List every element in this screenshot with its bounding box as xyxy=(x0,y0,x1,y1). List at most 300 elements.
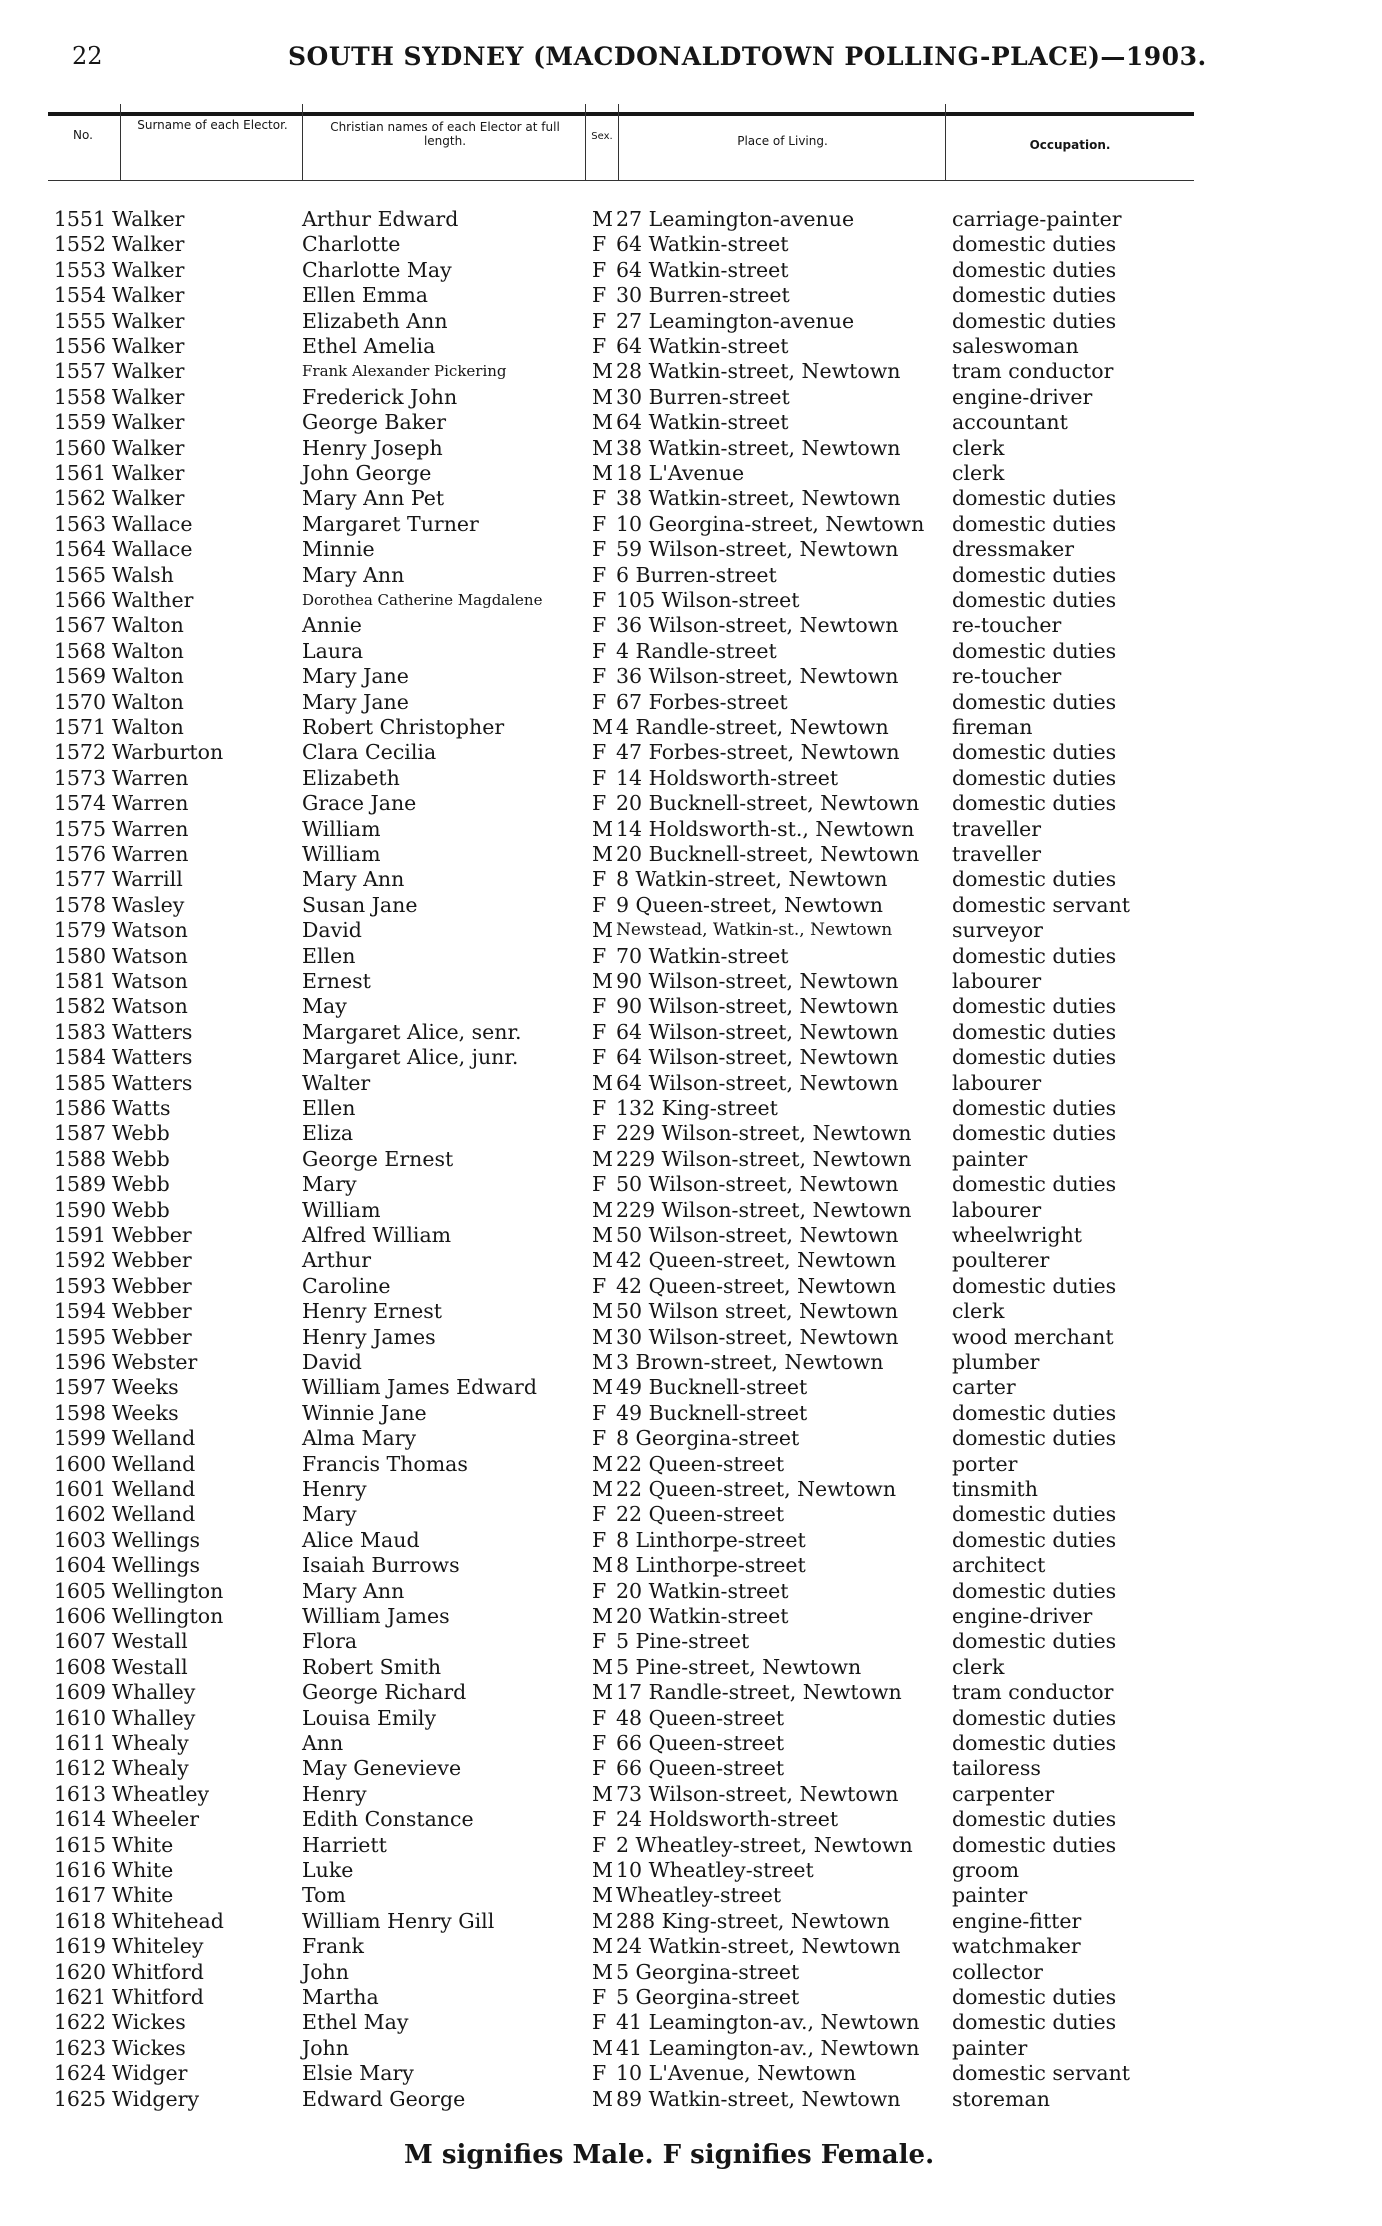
elector-place-of-living: 90 Wilson-street, Newtown xyxy=(616,994,899,1019)
elector-surname: Webb xyxy=(112,1121,170,1146)
elector-occupation: clerk xyxy=(952,435,1005,460)
table-row xyxy=(0,1680,1382,1705)
elector-christian-names: Mary xyxy=(302,1502,357,1527)
elector-sex: M xyxy=(592,384,613,409)
table-row xyxy=(0,1883,1382,1908)
elector-sex: F xyxy=(592,1502,607,1527)
elector-number: 1606 xyxy=(53,1604,106,1628)
table-row xyxy=(0,2061,1382,2086)
elector-number: 1586 xyxy=(53,1096,106,1120)
elector-christian-names: Annie xyxy=(302,613,362,638)
column-header-christian-names: Christian names of each Elector at full length. xyxy=(330,120,560,148)
elector-place-of-living: 10 Wheatley-street xyxy=(616,1858,814,1882)
elector-number: 1578 xyxy=(53,892,106,917)
elector-christian-names: Elsie Mary xyxy=(302,2061,414,2086)
elector-sex: F xyxy=(592,537,607,562)
elector-surname: Wallace xyxy=(112,537,193,562)
elector-christian-names: Francis Thomas xyxy=(302,1451,468,1476)
elector-sex: M xyxy=(592,1324,613,1349)
table-row xyxy=(0,334,1382,359)
elector-surname: Welland xyxy=(112,1426,196,1451)
elector-christian-names: Arthur Edward xyxy=(302,207,459,231)
elector-place-of-living: 64 Wilson-street, Newtown xyxy=(616,1045,899,1070)
elector-surname: Wallace xyxy=(112,511,193,536)
table-row xyxy=(0,639,1382,664)
column-divider xyxy=(120,104,121,180)
table-row xyxy=(0,1807,1382,1832)
elector-sex: F xyxy=(592,1832,607,1857)
table-row xyxy=(0,613,1382,638)
elector-surname: Webber xyxy=(112,1299,192,1324)
table-row xyxy=(0,842,1382,867)
elector-sex: F xyxy=(592,867,607,892)
elector-number: 1553 xyxy=(53,257,106,282)
table-row xyxy=(0,1604,1382,1629)
elector-surname: Welland xyxy=(112,1451,196,1476)
table-row xyxy=(0,563,1382,588)
table-row xyxy=(0,1350,1382,1375)
elector-number: 1590 xyxy=(53,1197,106,1222)
elector-christian-names: Mary xyxy=(302,1172,357,1197)
elector-place-of-living: 27 Leamington-avenue xyxy=(616,308,855,333)
elector-place-of-living: 20 Watkin-street xyxy=(616,1604,789,1628)
elector-occupation: labourer xyxy=(952,969,1042,993)
elector-place-of-living: 10 L'Avenue, Newtown xyxy=(616,2061,857,2086)
footer-legend: M signifies Male. F signifies Female. xyxy=(404,2140,935,2170)
elector-place-of-living: 5 Georgina-street xyxy=(616,1959,800,1984)
table-row xyxy=(0,1274,1382,1299)
elector-number: 1558 xyxy=(53,384,106,409)
elector-occupation: domestic duties xyxy=(952,232,1117,257)
table-row xyxy=(0,436,1382,461)
elector-christian-names: Frank Alexander Pickering xyxy=(302,362,507,381)
elector-christian-names: William xyxy=(302,816,381,841)
elector-place-of-living: Newstead, Watkin-st., Newtown xyxy=(616,920,893,941)
elector-occupation: plumber xyxy=(952,1350,1040,1374)
elector-sex: F xyxy=(592,588,607,612)
elector-occupation: domestic duties xyxy=(952,791,1117,816)
elector-christian-names: George Ernest xyxy=(302,1146,454,1171)
elector-surname: Whitford xyxy=(112,1985,204,2009)
table-row xyxy=(0,969,1382,994)
elector-place-of-living: 47 Forbes-street, Newtown xyxy=(616,740,900,765)
table-row xyxy=(0,1223,1382,1248)
elector-number: 1593 xyxy=(53,1273,106,1298)
elector-number: 1609 xyxy=(53,1680,106,1705)
elector-occupation: clerk xyxy=(952,461,1005,485)
table-row xyxy=(0,1452,1382,1477)
elector-sex: F xyxy=(592,1096,607,1120)
elector-place-of-living: 28 Watkin-street, Newtown xyxy=(616,359,901,384)
elector-occupation: domestic duties xyxy=(952,1578,1117,1603)
elector-sex: M xyxy=(592,842,613,866)
elector-sex: F xyxy=(592,511,607,536)
elector-christian-names: Eliza xyxy=(302,1121,354,1146)
elector-sex: M xyxy=(592,1908,613,1933)
elector-surname: Walker xyxy=(112,283,185,308)
table-row xyxy=(0,791,1382,816)
elector-surname: Walker xyxy=(112,207,185,231)
table-row xyxy=(0,740,1382,765)
elector-place-of-living: 64 Wilson-street, Newtown xyxy=(616,1070,899,1095)
elector-sex: F xyxy=(592,892,607,917)
elector-christian-names: Ellen xyxy=(302,1096,356,1120)
elector-occupation: engine-fitter xyxy=(952,1908,1082,1933)
elector-sex: M xyxy=(592,1553,613,1578)
elector-christian-names: Henry xyxy=(302,1781,367,1806)
elector-sex: M xyxy=(592,715,613,739)
elector-place-of-living: 36 Wilson-street, Newtown xyxy=(616,613,899,638)
elector-number: 1625 xyxy=(53,2086,106,2111)
elector-surname: Warren xyxy=(112,791,189,816)
elector-christian-names: Robert Christopher xyxy=(302,715,505,739)
elector-occupation: surveyor xyxy=(952,918,1043,943)
elector-sex: F xyxy=(592,943,607,968)
elector-place-of-living: 9 Queen-street, Newtown xyxy=(616,892,884,917)
elector-surname: Whalley xyxy=(112,1680,196,1705)
elector-place-of-living: 50 Wilson-street, Newtown xyxy=(616,1172,899,1197)
table-row xyxy=(0,1121,1382,1146)
elector-occupation: tram conductor xyxy=(952,359,1114,384)
column-header-sex: Sex. xyxy=(591,131,613,142)
elector-occupation: domestic servant xyxy=(952,892,1131,917)
elector-sex: M xyxy=(592,1299,613,1324)
table-row xyxy=(0,1833,1382,1858)
elector-surname: Walker xyxy=(112,359,185,384)
elector-christian-names: David xyxy=(302,1350,362,1374)
elector-number: 1574 xyxy=(53,791,106,816)
elector-occupation: dressmaker xyxy=(952,537,1075,562)
elector-occupation: domestic duties xyxy=(952,1426,1117,1451)
table-row xyxy=(0,1934,1382,1959)
elector-occupation: tailoress xyxy=(952,1756,1041,1781)
elector-surname: Watts xyxy=(112,1096,171,1120)
elector-christian-names: Mary Jane xyxy=(302,689,409,714)
elector-occupation: domestic duties xyxy=(952,1705,1117,1730)
elector-sex: F xyxy=(592,1019,607,1044)
elector-surname: Warren xyxy=(112,816,189,841)
elector-sex: F xyxy=(592,1527,607,1552)
elector-place-of-living: 5 Pine-street xyxy=(616,1629,750,1654)
elector-surname: Welland xyxy=(112,1477,196,1501)
elector-number: 1604 xyxy=(53,1553,106,1578)
elector-christian-names: William xyxy=(302,842,381,866)
elector-surname: Whitford xyxy=(112,1959,204,1984)
elector-surname: Walton xyxy=(112,613,184,638)
table-header-rule xyxy=(48,180,1194,181)
elector-sex: F xyxy=(592,1578,607,1603)
elector-number: 1615 xyxy=(53,1832,106,1857)
elector-place-of-living: 10 Georgina-street, Newtown xyxy=(616,511,925,536)
elector-sex: F xyxy=(592,1985,607,2009)
elector-number: 1623 xyxy=(53,2035,106,2060)
elector-occupation: domestic duties xyxy=(952,1629,1117,1654)
elector-sex: F xyxy=(592,1172,607,1197)
elector-occupation: domestic duties xyxy=(952,1019,1117,1044)
elector-christian-names: Robert Smith xyxy=(302,1654,442,1679)
elector-surname: Walker xyxy=(112,410,185,435)
elector-place-of-living: 2 Wheatley-street, Newtown xyxy=(616,1832,913,1857)
elector-christian-names: Mary Ann Pet xyxy=(302,486,445,511)
elector-sex: F xyxy=(592,613,607,638)
elector-place-of-living: 4 Randle-street xyxy=(616,638,777,663)
elector-christian-names: Winnie Jane xyxy=(302,1400,427,1425)
elector-occupation: domestic servant xyxy=(952,2061,1131,2086)
elector-christian-names: William xyxy=(302,1197,381,1222)
elector-occupation: domestic duties xyxy=(952,1985,1117,2009)
table-row xyxy=(0,2010,1382,2035)
elector-number: 1594 xyxy=(53,1299,106,1324)
elector-sex: M xyxy=(592,1375,613,1400)
elector-number: 1575 xyxy=(53,816,106,841)
elector-occupation: domestic duties xyxy=(952,867,1117,892)
elector-christian-names: Grace Jane xyxy=(302,791,417,816)
elector-christian-names: Henry Joseph xyxy=(302,435,443,460)
elector-place-of-living: 41 Leamington-av., Newtown xyxy=(616,2035,920,2060)
elector-sex: M xyxy=(592,1604,613,1628)
elector-sex: F xyxy=(592,664,607,689)
elector-number: 1608 xyxy=(53,1654,106,1679)
elector-place-of-living: 132 King-street xyxy=(616,1096,778,1120)
elector-number: 1566 xyxy=(53,588,106,612)
elector-place-of-living: 27 Leamington-avenue xyxy=(616,207,855,231)
elector-sex: F xyxy=(592,334,607,358)
elector-occupation: watchmaker xyxy=(952,1934,1081,1959)
elector-surname: Wickes xyxy=(112,2035,186,2060)
elector-surname: Walker xyxy=(112,435,185,460)
elector-place-of-living: 64 Watkin-street xyxy=(616,410,789,435)
table-row xyxy=(0,1045,1382,1070)
table-row xyxy=(0,1579,1382,1604)
elector-christian-names: John xyxy=(302,1959,349,1984)
elector-place-of-living: 30 Burren-street xyxy=(616,384,790,409)
elector-number: 1571 xyxy=(53,715,106,739)
elector-occupation: domestic duties xyxy=(952,943,1117,968)
elector-place-of-living: 24 Watkin-street, Newtown xyxy=(616,1934,901,1959)
table-row xyxy=(0,1401,1382,1426)
elector-place-of-living: 49 Bucknell-street xyxy=(616,1375,808,1400)
elector-christian-names: Edith Constance xyxy=(302,1807,474,1832)
elector-place-of-living: 48 Queen-street xyxy=(616,1705,785,1730)
elector-surname: Walker xyxy=(112,334,185,358)
elector-christian-names: Minnie xyxy=(302,537,375,562)
elector-surname: Welland xyxy=(112,1502,196,1527)
elector-surname: Watson xyxy=(112,969,188,993)
elector-number: 1619 xyxy=(53,1934,106,1959)
table-row xyxy=(0,1299,1382,1324)
elector-number: 1611 xyxy=(53,1731,106,1755)
elector-occupation: engine-driver xyxy=(952,1604,1093,1628)
elector-occupation: carpenter xyxy=(952,1781,1055,1806)
elector-sex: F xyxy=(592,1400,607,1425)
elector-christian-names: Laura xyxy=(302,638,364,663)
elector-surname: Watson xyxy=(112,943,188,968)
elector-sex: M xyxy=(592,1934,613,1959)
elector-place-of-living: 18 L'Avenue xyxy=(616,461,745,485)
elector-number: 1585 xyxy=(53,1070,106,1095)
elector-surname: Wheeler xyxy=(112,1807,200,1832)
elector-surname: Walker xyxy=(112,232,185,257)
elector-surname: Whitehead xyxy=(112,1908,224,1933)
elector-christian-names: Frederick John xyxy=(302,384,458,409)
elector-number: 1560 xyxy=(53,435,106,460)
elector-occupation: domestic duties xyxy=(952,765,1117,790)
column-header-surname: Surname of each Elector. xyxy=(137,118,288,132)
elector-christian-names: George Richard xyxy=(302,1680,467,1705)
elector-number: 1591 xyxy=(53,1223,106,1247)
elector-place-of-living: 229 Wilson-street, Newtown xyxy=(616,1146,912,1171)
elector-number: 1599 xyxy=(53,1426,106,1451)
elector-number: 1596 xyxy=(53,1350,106,1374)
table-row xyxy=(0,918,1382,943)
elector-surname: Wellington xyxy=(112,1578,224,1603)
elector-christian-names: Arthur xyxy=(302,1248,372,1273)
elector-surname: White xyxy=(112,1858,174,1882)
elector-christian-names: Ethel May xyxy=(302,2010,409,2035)
table-row xyxy=(0,359,1382,384)
elector-surname: Walker xyxy=(112,257,185,282)
elector-place-of-living: 64 Watkin-street xyxy=(616,232,789,257)
elector-surname: Walton xyxy=(112,638,184,663)
elector-occupation: groom xyxy=(952,1858,1020,1882)
elector-occupation: carter xyxy=(952,1375,1016,1400)
table-row xyxy=(0,1858,1382,1883)
elector-christian-names: Mary Ann xyxy=(302,562,405,587)
elector-sex: M xyxy=(592,969,613,993)
elector-sex: F xyxy=(592,689,607,714)
elector-christian-names: Ellen Emma xyxy=(302,283,428,308)
elector-occupation: collector xyxy=(952,1959,1043,1984)
elector-sex: M xyxy=(592,1680,613,1705)
table-row xyxy=(0,1655,1382,1680)
table-row xyxy=(0,537,1382,562)
table-row xyxy=(0,893,1382,918)
elector-sex: F xyxy=(592,1731,607,1755)
elector-surname: Warburton xyxy=(112,740,224,765)
elector-surname: Walker xyxy=(112,308,185,333)
elector-place-of-living: 73 Wilson-street, Newtown xyxy=(616,1781,899,1806)
elector-place-of-living: 6 Burren-street xyxy=(616,562,777,587)
elector-place-of-living: 105 Wilson-street xyxy=(616,588,800,612)
elector-number: 1621 xyxy=(53,1985,106,2009)
elector-sex: M xyxy=(592,1781,613,1806)
table-row xyxy=(0,1706,1382,1731)
table-row xyxy=(0,1502,1382,1527)
elector-number: 1613 xyxy=(53,1781,106,1806)
elector-sex: M xyxy=(592,359,613,384)
elector-place-of-living: 20 Bucknell-street, Newtown xyxy=(616,842,920,866)
elector-christian-names: Margaret Alice, senr. xyxy=(302,1019,522,1044)
elector-place-of-living: 8 Linthorpe-street xyxy=(616,1527,806,1552)
page-header xyxy=(0,0,1382,80)
elector-christian-names: John George xyxy=(302,461,432,485)
elector-occupation: engine-driver xyxy=(952,384,1093,409)
elector-surname: Webber xyxy=(112,1248,192,1273)
elector-christian-names: Louisa Emily xyxy=(302,1705,437,1730)
elector-place-of-living: 66 Queen-street xyxy=(616,1731,785,1755)
elector-number: 1572 xyxy=(53,740,106,765)
table-row xyxy=(0,1731,1382,1756)
elector-surname: Walther xyxy=(112,588,194,612)
elector-number: 1605 xyxy=(53,1578,106,1603)
elector-occupation: re-toucher xyxy=(952,613,1062,638)
elector-occupation: porter xyxy=(952,1451,1018,1476)
elector-surname: Wickes xyxy=(112,2010,186,2035)
elector-surname: Weeks xyxy=(112,1400,179,1425)
elector-christian-names: Alma Mary xyxy=(302,1426,417,1451)
elector-occupation: domestic duties xyxy=(952,1096,1117,1120)
table-row xyxy=(0,1782,1382,1807)
elector-number: 1557 xyxy=(53,359,106,384)
elector-number: 1561 xyxy=(53,461,106,485)
elector-number: 1555 xyxy=(53,308,106,333)
elector-christian-names: John xyxy=(302,2035,349,2060)
elector-sex: M xyxy=(592,2035,613,2060)
elector-christian-names: Mary Ann xyxy=(302,1578,405,1603)
elector-place-of-living: 14 Holdsworth-st., Newtown xyxy=(616,816,915,841)
elector-surname: Watters xyxy=(112,1045,193,1070)
elector-christian-names: Alice Maud xyxy=(302,1527,420,1552)
elector-christian-names: Alfred William xyxy=(302,1223,452,1247)
elector-occupation: tinsmith xyxy=(952,1477,1038,1501)
elector-sex: F xyxy=(592,1045,607,1070)
elector-sex: M xyxy=(592,1223,613,1247)
elector-surname: Whealy xyxy=(112,1756,189,1781)
elector-occupation: domestic duties xyxy=(952,486,1117,511)
elector-surname: Watson xyxy=(112,994,188,1019)
elector-surname: Weeks xyxy=(112,1375,179,1400)
elector-occupation: domestic duties xyxy=(952,1045,1117,1070)
column-header-place-of-living: Place of Living. xyxy=(737,134,828,148)
elector-number: 1592 xyxy=(53,1248,106,1273)
elector-surname: Webber xyxy=(112,1223,192,1247)
elector-number: 1568 xyxy=(53,638,106,663)
table-top-rule xyxy=(48,112,1194,116)
elector-place-of-living: 288 King-street, Newtown xyxy=(616,1908,890,1933)
elector-surname: White xyxy=(112,1832,174,1857)
elector-christian-names: Ellen xyxy=(302,943,356,968)
table-row xyxy=(0,1756,1382,1781)
elector-sex: M xyxy=(592,1883,613,1908)
elector-occupation: fireman xyxy=(952,715,1033,739)
elector-christian-names: Martha xyxy=(302,1985,379,2009)
elector-surname: Webber xyxy=(112,1324,192,1349)
elector-christian-names: Ann xyxy=(302,1731,344,1755)
elector-occupation: domestic duties xyxy=(952,1502,1117,1527)
elector-christian-names: Harriett xyxy=(302,1832,387,1857)
elector-occupation: domestic duties xyxy=(952,283,1117,308)
elector-sex: F xyxy=(592,1273,607,1298)
elector-number: 1598 xyxy=(53,1400,106,1425)
elector-surname: Whealy xyxy=(112,1731,189,1755)
elector-occupation: traveller xyxy=(952,842,1042,866)
elector-sex: M xyxy=(592,435,613,460)
elector-christian-names: William James xyxy=(302,1604,450,1628)
elector-sex: F xyxy=(592,791,607,816)
elector-number: 1577 xyxy=(53,867,106,892)
elector-sex: F xyxy=(592,232,607,257)
elector-surname: Walton xyxy=(112,715,184,739)
elector-surname: Walton xyxy=(112,689,184,714)
elector-occupation: domestic duties xyxy=(952,689,1117,714)
table-row xyxy=(0,512,1382,537)
elector-sex: M xyxy=(592,1197,613,1222)
elector-number: 1589 xyxy=(53,1172,106,1197)
elector-place-of-living: 38 Watkin-street, Newtown xyxy=(616,435,901,460)
elector-place-of-living: 50 Wilson street, Newtown xyxy=(616,1299,899,1324)
elector-number: 1607 xyxy=(53,1629,106,1654)
elector-christian-names: William Henry Gill xyxy=(302,1908,495,1933)
